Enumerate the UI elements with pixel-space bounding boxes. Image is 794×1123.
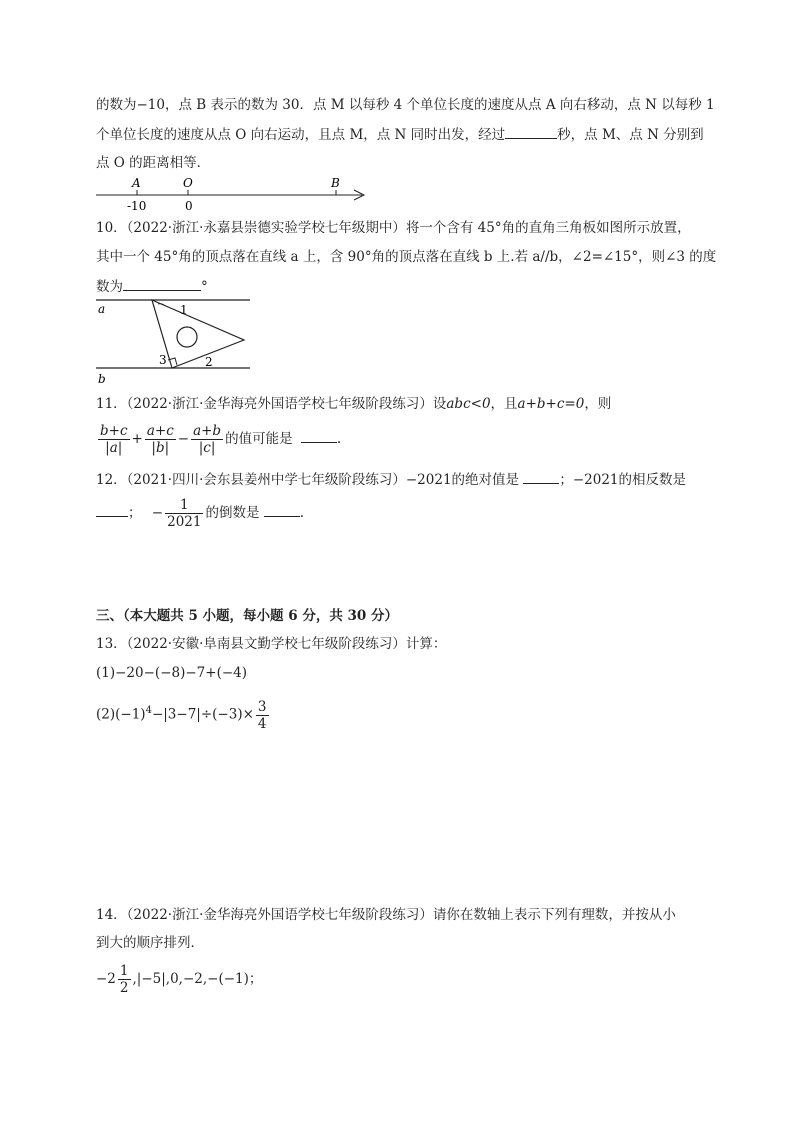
q12-text-c: 的倒数是 [205,505,260,521]
q11-fraction-1: $\frac{b+c}{|a|}$ [100,423,128,456]
q12-blank-reciprocal[interactable] [264,502,300,517]
q11-end: . [336,431,342,447]
q9-line-2 [96,124,704,145]
q10-text-before-blank: 数为 [96,279,123,295]
q12-text-a: 12．（2021·四川·会东县姜州中学七年级阶段练习）−2021的绝对值是 [96,472,520,488]
set-square-hole [177,327,197,347]
q10-answer-blank[interactable] [123,276,201,291]
q11-minus: − [177,431,190,447]
q14-list-a: −2 [96,971,116,987]
q10-line-1: 10．（2022·浙江·永嘉县崇德实验学校七年级期中）将一个含有 45°角的直角三角板如图所示放置， [96,220,691,236]
q11-line-2 [96,422,341,456]
q11-condition-2: a+b+c=0 [517,396,585,412]
q12-line-2 [96,496,304,530]
q12-negative-sign: − [151,505,164,521]
q14-fraction: $\frac{1}{2}$ [119,963,129,996]
q13-part-2-b: −|3−7|÷(−3)× [151,706,254,723]
label-angle-3: 3 [159,353,167,367]
label-a: A [132,176,141,190]
q10-triangle-figure [92,294,257,386]
q9-text-before-blank: 个单位长度的速度从点 O 向右运动，且点 M，点 N 同时出发，经过 [96,127,506,143]
q13-part-2 [96,694,271,732]
q9-number-line [90,172,380,216]
q9-text-after-blank: 秒，点 M、点 N 分别到 [557,127,704,143]
q11-line-1 [96,394,611,414]
q13-exponent: 4 [145,705,152,716]
q11-fraction-3: $\frac{a+b}{|c|}$ [193,423,222,456]
q9-line-3: 点 O 的距离相等． [96,155,211,171]
q12-line-1 [96,469,686,490]
q11-fraction-2: $\frac{a+c}{|b|}$ [146,423,174,456]
q14-line-1: 14．（2022·浙江·金华海亮外国语学校七年级阶段练习）请你在数轴上表示下列有理数，并按从小 [96,907,676,923]
label-angle-1: 1 [180,303,188,317]
q12-blank-absolute-value[interactable] [523,469,559,484]
label-line-b: b [98,372,106,386]
section-3-heading: 三、（本大题共 5 小题，每小题 6 分，共 30 分） [96,608,399,624]
q11-condition-1: abc<0 [446,396,491,412]
q14-number-list [96,962,262,996]
q14-line-2: 到大的顺序排列． [96,935,204,951]
q9-line-1: 的数为−10，点 B 表示的数为 30．点 M 以每秒 4 个单位长度的速度从点 A 向右移动，点 N 以每秒 1 [96,97,715,113]
tick-label-0: 0 [185,199,193,213]
q13-part-2-a: (2)(−1) [96,706,146,723]
label-o: O [183,176,193,190]
q11-plus: + [131,431,143,447]
q13-part-1: (1)−20−(−8)−7+(−4) [96,665,248,681]
tick-label-neg10: -10 [127,199,147,213]
q10-line-2: 其中一个 45°角的顶点落在直线 a 上，含 90°角的顶点落在直线 b 上.若 a//b，∠2=∠15°，则∠3 的度 [96,249,717,265]
q12-blank-opposite[interactable] [96,502,128,517]
q11-answer-blank[interactable] [301,428,337,443]
q9-answer-blank[interactable] [505,124,557,139]
q12-semicolon: ； [128,505,142,521]
label-line-a: a [98,302,106,316]
q13-title: 13．（2022·安徽·阜南县文勤学校七年级阶段练习）计算： [96,636,447,652]
q11-text-tail: 的值可能是 [225,431,293,447]
q10-degree-symbol: ° [201,279,208,295]
q11-text-b: ，且 [490,396,518,412]
q13-fraction: $\frac{3}{4}$ [257,698,267,732]
q11-text-a: 11．（2022·浙江·金华海亮外国语学校七年级阶段练习）设 [96,396,447,412]
q14-list-b: ,|−5|,0,−2,−(−1)； [132,971,263,987]
label-angle-2: 2 [205,355,213,369]
q12-text-b: ；−2021的相反数是 [559,472,687,488]
q12-end: . [299,505,305,521]
q11-text-c: ，则 [584,396,612,412]
q12-fraction: $\frac{1}{2021}$ [167,497,202,530]
label-b: B [331,176,340,190]
